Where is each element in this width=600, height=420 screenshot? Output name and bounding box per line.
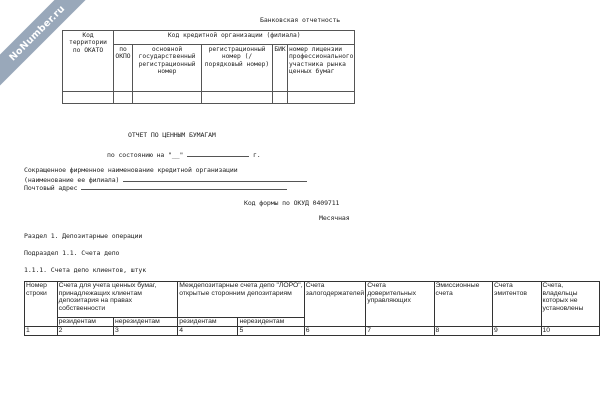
dep-col-loro: Междепозитарные счета депо "ЛОРО", открытые сторонним депозитариям xyxy=(178,282,304,318)
subsubsection-title: 1.1.1. Счета депо клиентов, штук xyxy=(24,266,147,274)
dep-col-pledge: Счета залогодержателей xyxy=(304,282,366,327)
org-cell-blank xyxy=(133,92,202,104)
dep-sub-residents: резидентам xyxy=(178,318,238,327)
dep-col-emission: Эмиссионные счета xyxy=(434,282,493,327)
dep-col-number: 2 xyxy=(57,327,113,336)
org-col-territory: Код территории по ОКАТО xyxy=(63,31,114,92)
dep-col-number: 3 xyxy=(113,327,177,336)
client-depo-accounts-table xyxy=(24,281,600,336)
branch-name-label: (наименование ее филиала) xyxy=(24,176,120,184)
as-of-date-blank xyxy=(187,149,249,157)
dep-sub-residents: резидентам xyxy=(57,318,113,327)
org-name-label: Сокращенное фирменное наименование кредитной организации xyxy=(24,166,238,174)
org-col-license: номер лицензии профессионального участника рынка ценных бумаг xyxy=(288,45,355,92)
dep-sub-nonresidents: нерезидентам xyxy=(113,318,177,327)
dep-col-issuers: Счета эмитентов xyxy=(493,282,541,327)
address-label: Почтовый адрес xyxy=(24,184,78,192)
org-col-credit-org: Код кредитной организации (филиала) xyxy=(114,31,355,45)
org-cell-blank xyxy=(202,92,273,104)
as-of-suffix: г. xyxy=(252,151,261,159)
dep-col-number: 1 xyxy=(25,327,58,336)
periodicity: Месячная xyxy=(319,214,350,222)
org-cell-blank xyxy=(288,92,355,104)
dep-sub-nonresidents: нерезидентам xyxy=(238,318,304,327)
org-col-main-reg: основной государственный регистрационный номер xyxy=(133,45,202,92)
org-col-okpo: по ОКПО xyxy=(114,45,133,92)
dep-col-line: Номер строки xyxy=(25,282,58,327)
section-title: Раздел 1. Депозитарные операции xyxy=(24,232,143,240)
org-cell-blank xyxy=(63,92,114,104)
dep-col-unknown: Счета, владельцы которых не установлены xyxy=(541,282,599,327)
org-name-blank xyxy=(123,174,307,182)
dep-col-number: 5 xyxy=(238,327,304,336)
form-code: Код формы по ОКУД 0409711 xyxy=(244,199,340,207)
as-of-line xyxy=(107,149,261,159)
dep-col-owner-accounts: Счета для учета ценных бумаг, принадлежащих клиентам депозитария на правах собственности xyxy=(57,282,178,318)
dep-col-number: 10 xyxy=(541,327,599,336)
watermark-text: NoNumber.ru xyxy=(6,2,68,64)
report-header: Банковская отчетность xyxy=(260,16,341,24)
dep-col-number: 9 xyxy=(493,327,541,336)
dep-col-number: 4 xyxy=(178,327,238,336)
org-col-bik: БИК xyxy=(273,45,288,92)
organization-codes-table xyxy=(62,30,355,104)
dep-col-number: 8 xyxy=(434,327,493,336)
subsection-title: Подраздел 1.1. Счета депо xyxy=(24,249,120,257)
org-col-reg-num: регистрационный номер (/порядковый номер) xyxy=(202,45,273,92)
address-line xyxy=(24,182,287,192)
dep-col-number: 7 xyxy=(366,327,434,336)
dep-col-trust: Счета доверительных управляющих xyxy=(366,282,434,327)
as-of-prefix: по состоянию на "__" xyxy=(107,151,184,159)
address-blank xyxy=(81,182,287,190)
report-title: ОТЧЕТ ПО ЦЕННЫМ БУМАГАМ xyxy=(128,131,216,139)
dep-col-number: 6 xyxy=(304,327,366,336)
org-cell-blank xyxy=(273,92,288,104)
org-cell-blank xyxy=(114,92,133,104)
